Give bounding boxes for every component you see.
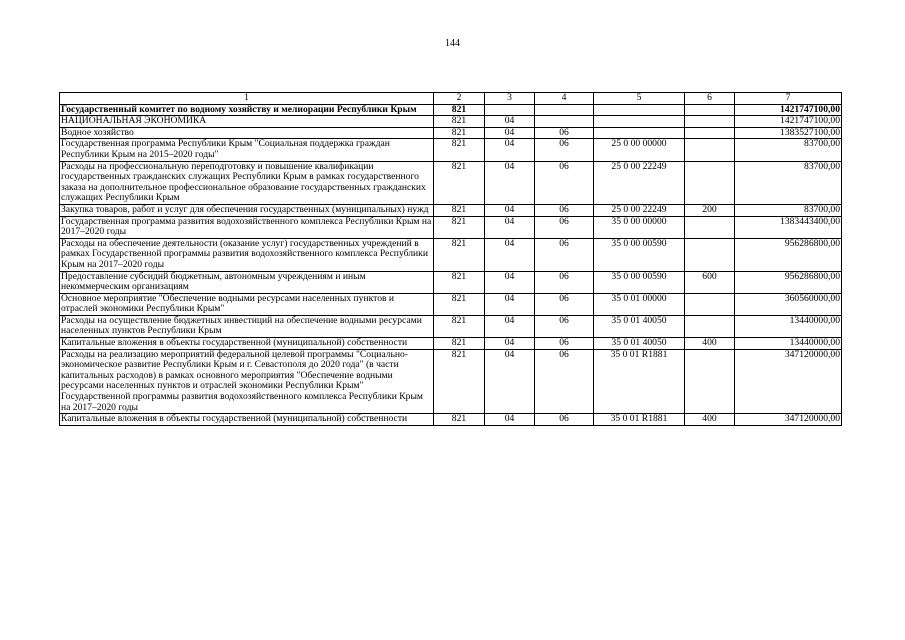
row-target-cell: [594, 127, 685, 139]
row-expense-type-cell: 400: [685, 338, 735, 350]
header-cell: 1: [60, 93, 434, 105]
row-name-cell: Государственная программа Республики Крым "Социальная поддержка граждан Республики Крым на 2015–2020 годы": [60, 139, 434, 161]
row-subsection-cell: 06: [535, 161, 594, 204]
table-row: [60, 238, 842, 271]
table-body: [60, 93, 842, 426]
row-subsection-cell: 06: [535, 338, 594, 350]
row-target-cell: 35 0 01 R1881: [594, 349, 685, 414]
row-expense-type-cell: [685, 127, 735, 139]
row-subsection-cell: 06: [535, 216, 594, 238]
row-name-cell: Капитальные вложения в объекты государственной (муниципальной) собственности: [60, 338, 434, 350]
row-code-cell: 821: [434, 204, 485, 216]
row-code-cell: 821: [434, 349, 485, 414]
row-target-cell: [594, 104, 685, 116]
row-subsection-cell: [535, 116, 594, 128]
row-subsection-cell: 06: [535, 293, 594, 315]
row-amount-cell: 13440000,00: [735, 315, 842, 337]
row-name-cell: Водное хозяйство: [60, 127, 434, 139]
row-subsection-cell: 06: [535, 139, 594, 161]
row-expense-type-cell: [685, 216, 735, 238]
row-expense-type-cell: [685, 349, 735, 414]
row-expense-type-cell: [685, 116, 735, 128]
row-target-cell: 35 0 01 00000: [594, 293, 685, 315]
row-name-cell: Закупка товаров, работ и услуг для обеспечения государственных (муниципальных) нужд: [60, 204, 434, 216]
row-code-cell: 821: [434, 238, 485, 271]
row-target-cell: 35 0 00 00000: [594, 216, 685, 238]
table-row: [60, 315, 842, 337]
row-expense-type-cell: 600: [685, 271, 735, 293]
table-row: [60, 216, 842, 238]
row-expense-type-cell: [685, 161, 735, 204]
row-amount-cell: 83700,00: [735, 139, 842, 161]
row-name-cell: НАЦИОНАЛЬНАЯ ЭКОНОМИКА: [60, 116, 434, 128]
table-row: [60, 104, 842, 116]
table-row: [60, 139, 842, 161]
table-row: [60, 349, 842, 414]
row-name-cell: Предоставление субсидий бюджетным, автономным учреждениям и иным некоммерческим организациям: [60, 271, 434, 293]
row-expense-type-cell: 200: [685, 204, 735, 216]
row-section-cell: 04: [485, 216, 535, 238]
row-amount-cell: 83700,00: [735, 204, 842, 216]
row-code-cell: 821: [434, 127, 485, 139]
budget-table: [59, 92, 842, 426]
header-cell: 5: [594, 93, 685, 105]
row-expense-type-cell: [685, 293, 735, 315]
row-amount-cell: 956286800,00: [735, 238, 842, 271]
row-section-cell: 04: [485, 204, 535, 216]
header-cell: 6: [685, 93, 735, 105]
row-name-cell: Основное мероприятие "Обеспечение водными ресурсами населенных пунктов и отраслей экономики Республики Крым": [60, 293, 434, 315]
row-target-cell: 35 0 01 40050: [594, 315, 685, 337]
table-row: [60, 414, 842, 426]
row-subsection-cell: 06: [535, 127, 594, 139]
row-target-cell: [594, 116, 685, 128]
row-section-cell: 04: [485, 349, 535, 414]
row-code-cell: 821: [434, 414, 485, 426]
row-subsection-cell: 06: [535, 315, 594, 337]
row-code-cell: 821: [434, 139, 485, 161]
row-amount-cell: 13440000,00: [735, 338, 842, 350]
row-subsection-cell: 06: [535, 414, 594, 426]
row-section-cell: 04: [485, 238, 535, 271]
table-row: [60, 271, 842, 293]
table-row: [60, 116, 842, 128]
row-target-cell: 35 0 00 00590: [594, 271, 685, 293]
row-target-cell: 35 0 00 00590: [594, 238, 685, 271]
row-name-cell: Расходы на профессиональную переподготовку и повышение квалификации государственных гражданских служащих Республики Крым в рамках государственного заказа на дополнительное профессиональное образование государственных гражданских служащих Республики Крым: [60, 161, 434, 204]
row-amount-cell: 1383527100,00: [735, 127, 842, 139]
row-subsection-cell: [535, 104, 594, 116]
row-expense-type-cell: [685, 238, 735, 271]
table-row: [60, 338, 842, 350]
row-amount-cell: 360560000,00: [735, 293, 842, 315]
row-amount-cell: 956286800,00: [735, 271, 842, 293]
row-subsection-cell: 06: [535, 204, 594, 216]
page-number: 144: [445, 38, 460, 49]
row-section-cell: [485, 104, 535, 116]
row-section-cell: 04: [485, 315, 535, 337]
header-cell: 4: [535, 93, 594, 105]
row-target-cell: 35 0 01 40050: [594, 338, 685, 350]
header-cell: 2: [434, 93, 485, 105]
row-expense-type-cell: [685, 139, 735, 161]
header-cell: 3: [485, 93, 535, 105]
row-amount-cell: 347120000,00: [735, 349, 842, 414]
header-cell: 7: [735, 93, 842, 105]
row-name-cell: Государственная программа развития водохозяйственного комплекса Республики Крым на 2017–2020 годы: [60, 216, 434, 238]
row-amount-cell: 1383443400,00: [735, 216, 842, 238]
row-section-cell: 04: [485, 116, 535, 128]
row-section-cell: 04: [485, 414, 535, 426]
header-row: [60, 93, 842, 105]
row-code-cell: 821: [434, 293, 485, 315]
row-amount-cell: 347120000,00: [735, 414, 842, 426]
table-row: [60, 293, 842, 315]
row-section-cell: 04: [485, 127, 535, 139]
row-subsection-cell: 06: [535, 238, 594, 271]
table-row: [60, 127, 842, 139]
row-code-cell: 821: [434, 315, 485, 337]
row-name-cell: Расходы на реализацию мероприятий федеральной целевой программы "Социально-экономическое развитие Республики Крым и г. Севастополя до 2020 года" (в части капитальных расходов) в рамках основного мероприятия "Обеспечение водными ресурсами населенных пунктов и отраслей экономики Республики Крым" Государственной программы развития водохозяйственного комплекса Республики Крым на 2017–2020 годы: [60, 349, 434, 414]
row-target-cell: 25 0 00 00000: [594, 139, 685, 161]
row-section-cell: 04: [485, 161, 535, 204]
row-target-cell: 25 0 00 22249: [594, 161, 685, 204]
row-code-cell: 821: [434, 338, 485, 350]
table-row: [60, 161, 842, 204]
row-code-cell: 821: [434, 216, 485, 238]
row-amount-cell: 83700,00: [735, 161, 842, 204]
row-section-cell: 04: [485, 139, 535, 161]
row-code-cell: 821: [434, 161, 485, 204]
row-amount-cell: 1421747100,00: [735, 116, 842, 128]
row-code-cell: 821: [434, 271, 485, 293]
row-target-cell: 35 0 01 R1881: [594, 414, 685, 426]
row-expense-type-cell: [685, 104, 735, 116]
row-code-cell: 821: [434, 116, 485, 128]
row-section-cell: 04: [485, 271, 535, 293]
row-name-cell: Расходы на осуществление бюджетных инвестиций на обеспечение водными ресурсами населенных пунктов Республики Крым: [60, 315, 434, 337]
row-amount-cell: 1421747100,00: [735, 104, 842, 116]
row-expense-type-cell: 400: [685, 414, 735, 426]
row-section-cell: 04: [485, 293, 535, 315]
row-section-cell: 04: [485, 338, 535, 350]
table-row: [60, 204, 842, 216]
row-subsection-cell: 06: [535, 349, 594, 414]
row-target-cell: 25 0 00 22249: [594, 204, 685, 216]
row-expense-type-cell: [685, 315, 735, 337]
row-code-cell: 821: [434, 104, 485, 116]
row-name-cell: Государственный комитет по водному хозяйству и мелиорации Республики Крым: [60, 104, 434, 116]
row-name-cell: Расходы на обеспечение деятельности (оказание услуг) государственных учреждений в рамках Государственной программы развития водохозяйственного комплекса Республики Крым на 2017–2020 годы: [60, 238, 434, 271]
row-name-cell: Капитальные вложения в объекты государственной (муниципальной) собственности: [60, 414, 434, 426]
row-subsection-cell: 06: [535, 271, 594, 293]
